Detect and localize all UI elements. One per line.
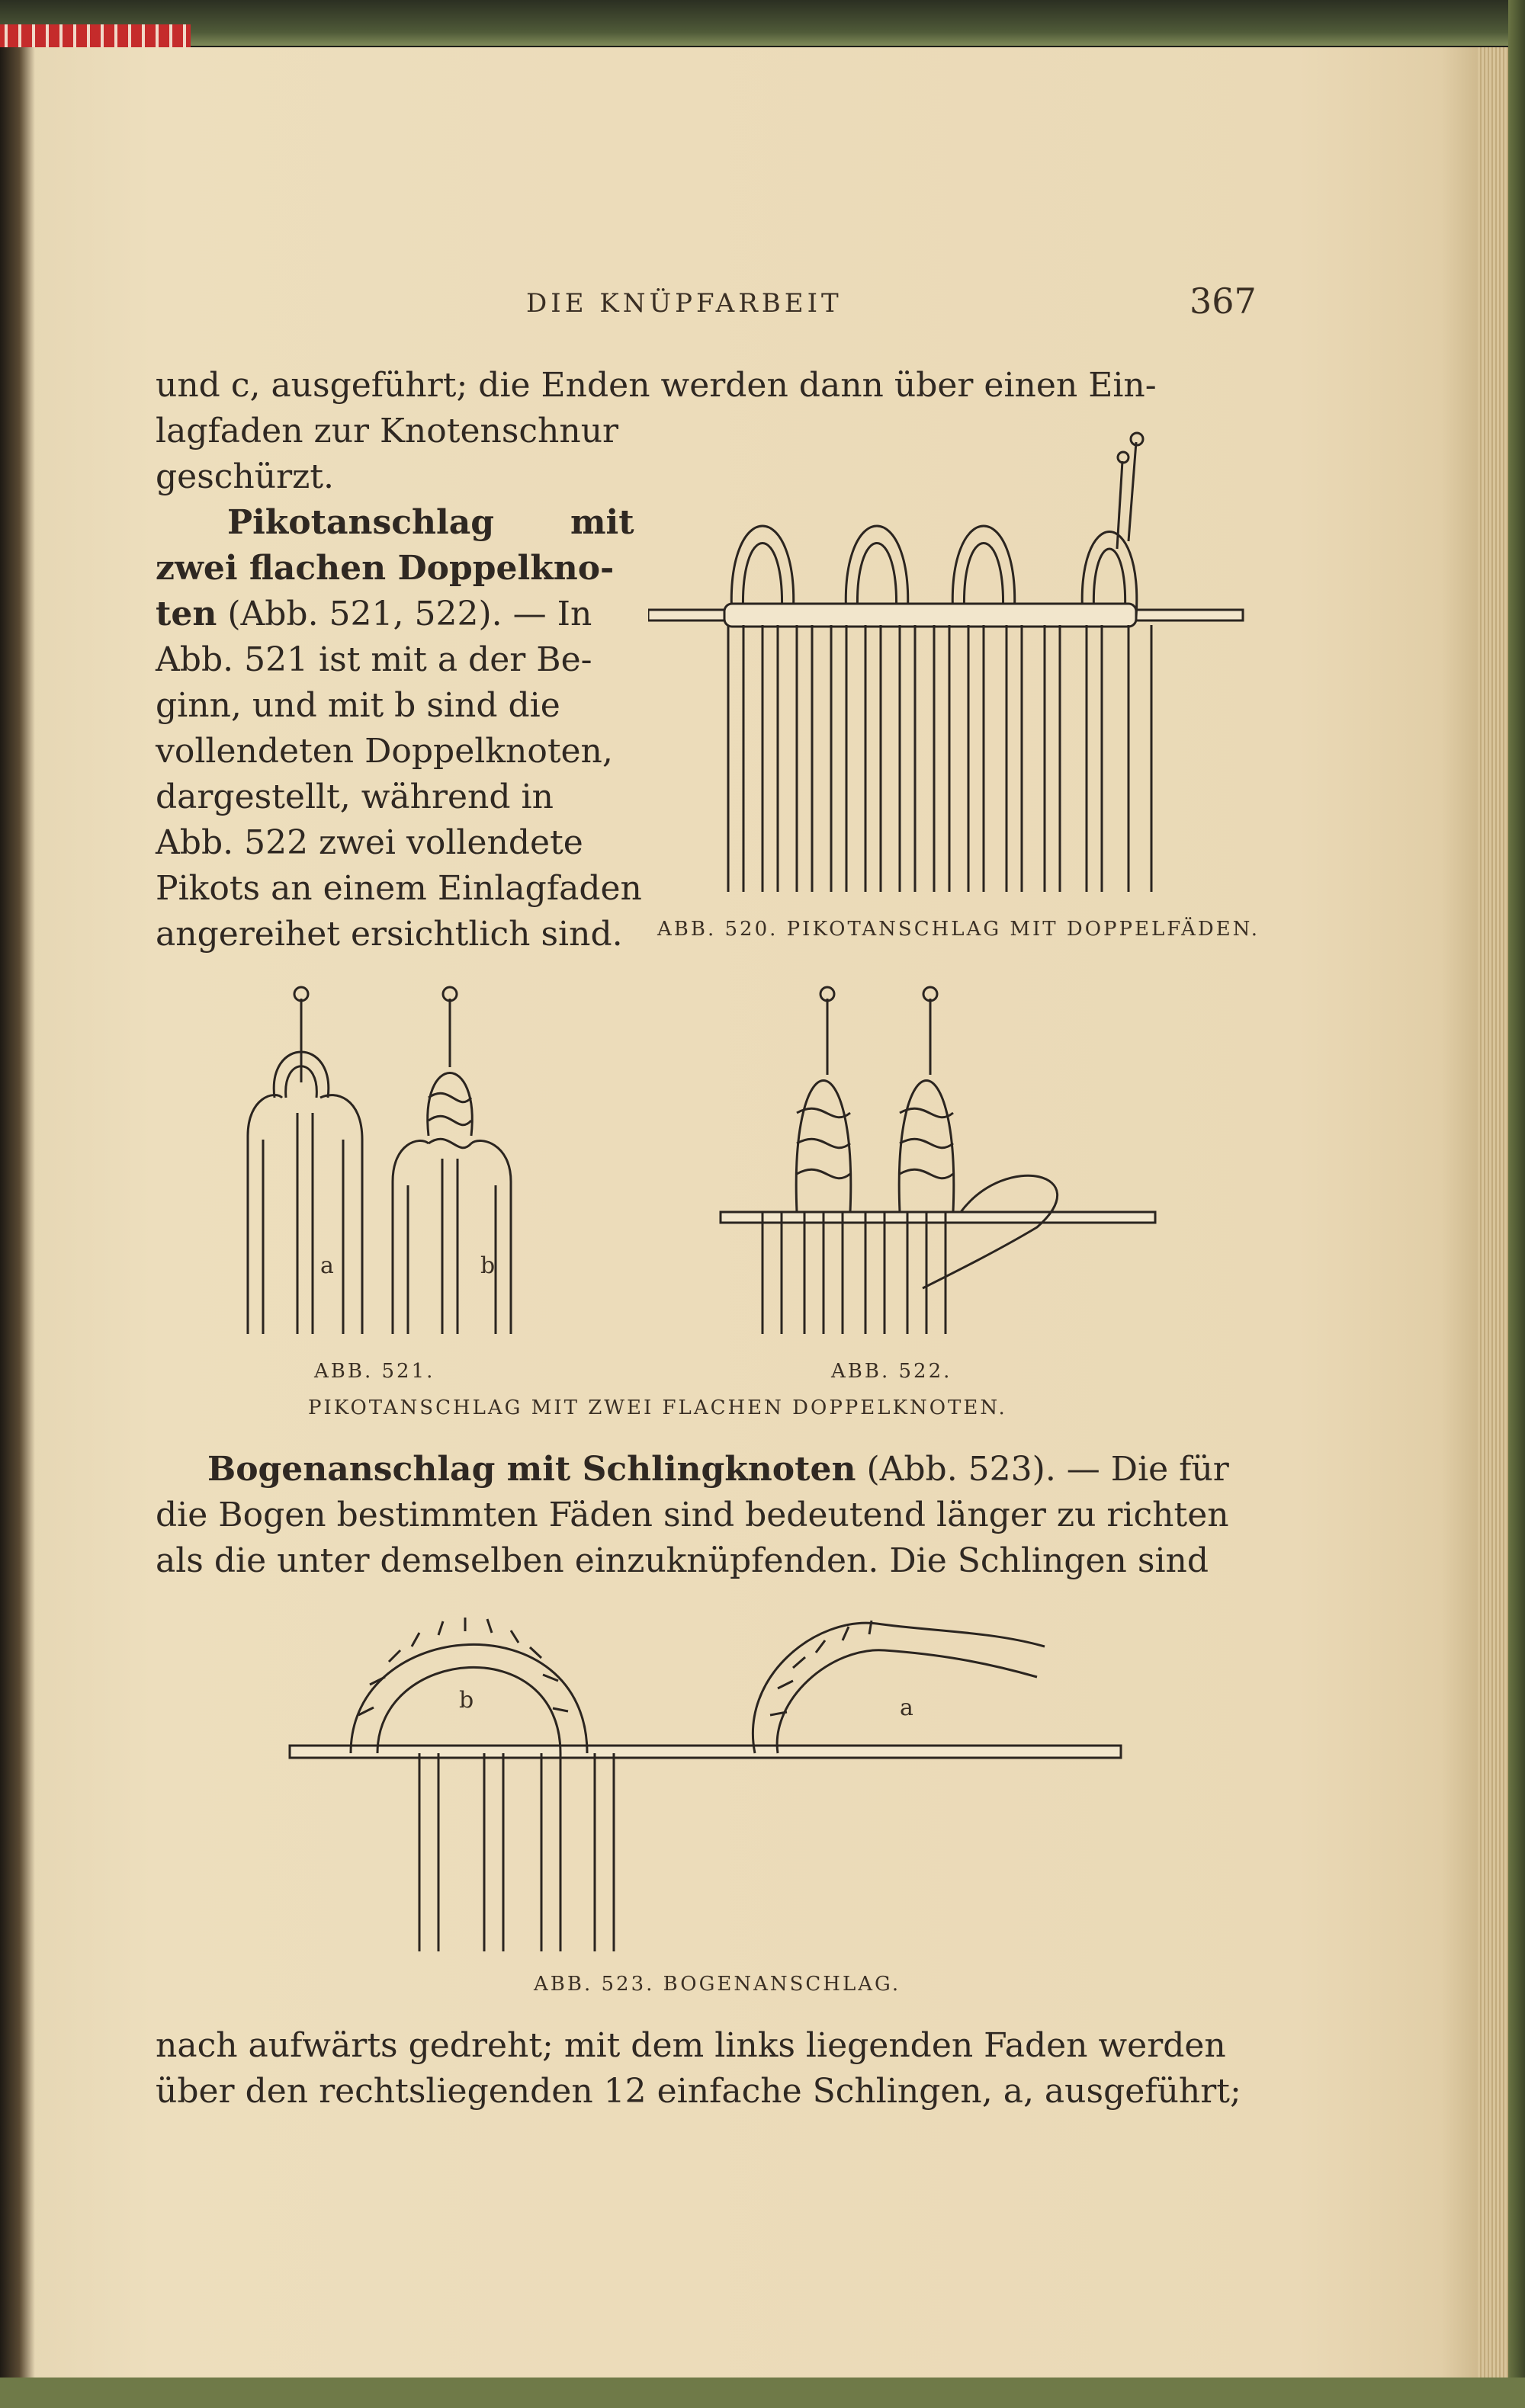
- text-line: Abb. 521 ist mit a der Be-: [156, 640, 592, 679]
- text-line: und c, ausgeführt; die Enden werden dann über einen Ein-: [156, 366, 1157, 405]
- cord: [290, 1746, 1121, 1758]
- text-line: [156, 592, 592, 637]
- section-heading: mit: [570, 503, 634, 542]
- knot-band: [724, 604, 1136, 627]
- loop-series-a: [753, 1621, 1045, 1753]
- text-line: lagfaden zur Knotenschnur: [156, 412, 619, 450]
- text-line: nach aufwärts gedreht; mit dem links liegenden Faden werden: [156, 2026, 1226, 2065]
- figure-521-522-illustration: [229, 983, 1190, 1342]
- text-line: über den rechtsliegenden 12 einfache Schlingen, a, ausgeführt;: [156, 2072, 1241, 2111]
- cord: [721, 1212, 1155, 1223]
- section-heading: Bogenanschlag mit Schlingknoten: [207, 1450, 856, 1489]
- text-line: angereihet ersichtlich sind.: [156, 915, 623, 954]
- section-heading: ten: [156, 595, 217, 633]
- text-line: ginn, und mit b sind die: [156, 686, 560, 725]
- section-heading: Pikotanschlag: [227, 503, 495, 542]
- text-line: [207, 1447, 1229, 1493]
- figure-521-caption: ABB. 521.: [314, 1360, 435, 1383]
- page-gutter: [0, 47, 35, 2378]
- section-heading: zwei flachen Doppelkno-: [156, 549, 615, 588]
- hanging-threads: [419, 1753, 614, 1951]
- text-line: die Bogen bestimmten Fäden sind bedeutend länger zu richten: [156, 1496, 1229, 1534]
- page-number: 367: [1190, 281, 1257, 322]
- book-cover-bottom: [0, 2378, 1525, 2408]
- figure-523-illustration: [282, 1601, 1136, 1967]
- arch-loop-b: [351, 1618, 587, 1753]
- text-span: (Abb. 523). — Die für: [866, 1450, 1229, 1489]
- book-cover-right: [1508, 0, 1525, 2408]
- figure-520-illustration: [648, 427, 1250, 915]
- text-line: Abb. 522 zwei vollendete: [156, 823, 583, 862]
- picot-knot-a: [248, 1052, 362, 1334]
- text-line: dargestellt, während in: [156, 778, 554, 816]
- text-line: als die unter demselben einzuknüpfenden. Die Schlingen sind: [156, 1541, 1209, 1580]
- book-cover-top: [0, 0, 1525, 46]
- figure-label-a: a: [320, 1252, 334, 1279]
- running-head: DIE KNÜPFARBEIT: [526, 288, 843, 319]
- figure-521-522-caption: PIKOTANSCHLAG MIT ZWEI FLACHEN DOPPELKNOTEN.: [308, 1396, 1007, 1419]
- text-line: Pikots an einem Einlagfaden: [156, 869, 642, 908]
- figure-520-caption: ABB. 520. PIKOTANSCHLAG MIT DOPPELFÄDEN.: [657, 918, 1260, 941]
- pin-head: [1118, 452, 1128, 463]
- figure-label-a: a: [900, 1695, 913, 1721]
- hanging-threads: [728, 625, 1151, 892]
- text-line: geschürzt.: [156, 457, 334, 496]
- text-line: vollendeten Doppelknoten,: [156, 732, 613, 771]
- figure-522-caption: ABB. 522.: [831, 1360, 952, 1383]
- picot-chain: [762, 1081, 1058, 1335]
- figure-label-b: b: [480, 1252, 496, 1279]
- page-edges: [1478, 47, 1510, 2378]
- pin: [1128, 442, 1136, 541]
- figure-label-b: b: [459, 1687, 474, 1714]
- picot-knot-b: [393, 1073, 511, 1335]
- text-span: (Abb. 521, 522). — In: [227, 595, 592, 633]
- figure-523-caption: ABB. 523. BOGENANSCHLAG.: [534, 1973, 901, 1996]
